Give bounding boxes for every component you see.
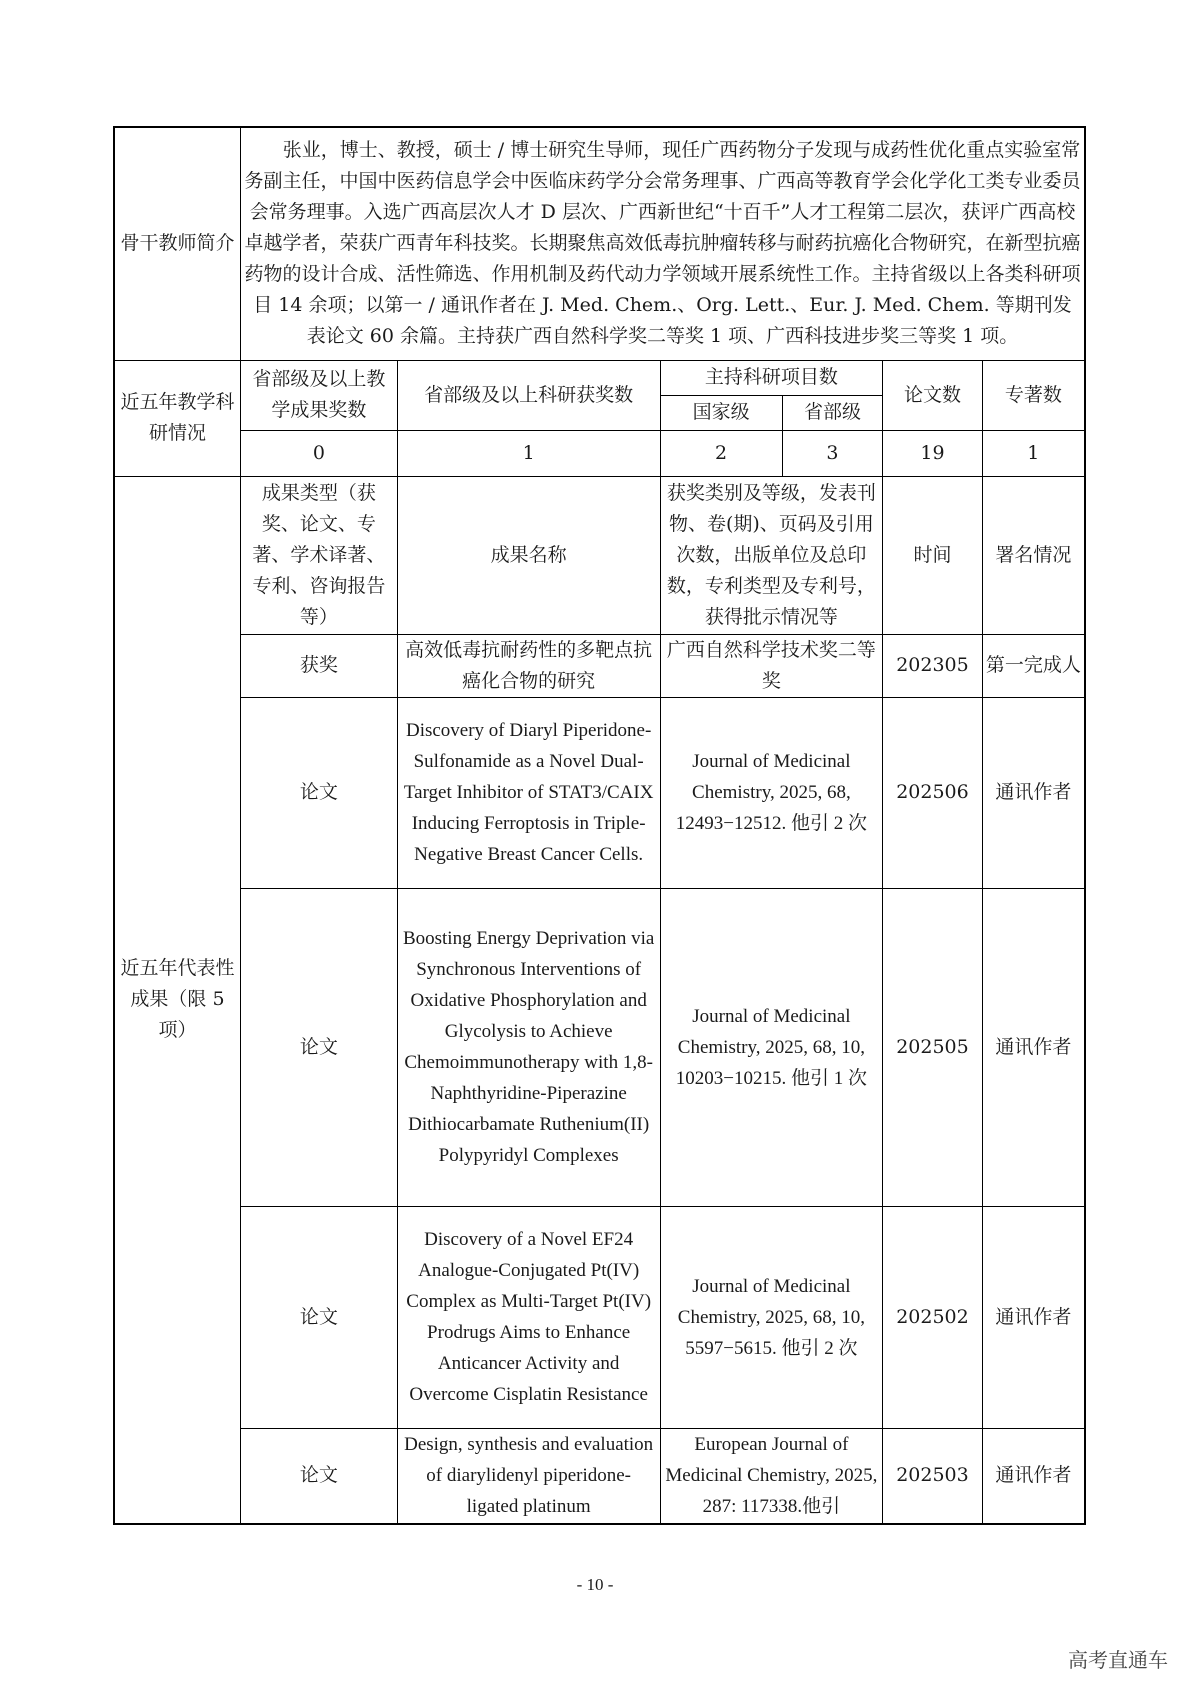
achievement-time: 202503 [883,1428,982,1524]
achievements-label: 近五年代表性成果（限 5 项） [114,476,241,1524]
achievement-time: 202505 [883,888,982,1206]
table-row [114,1428,1085,1524]
stats-col-teaching: 省部级及以上教学成果奖数 [241,360,398,430]
stats-col-books: 专著数 [982,360,1085,430]
stats-val-provincial: 3 [782,430,883,476]
achievement-detail: Journal of Medicinal Chemistry, 2025, 68, 12493−12512. 他引 2 次 [660,697,883,888]
stats-col-research: 省部级及以上科研获奖数 [397,360,660,430]
stats-col-papers: 论文数 [883,360,982,430]
stats-col-projects: 主持科研项目数 [660,360,883,395]
profile-table [113,126,1086,1525]
achievement-sign: 通讯作者 [982,1206,1085,1428]
achievements-header-type: 成果类型（获奖、论文、专著、学术译著、专利、咨询报告等） [241,476,398,634]
achievement-name: Discovery of Diaryl Piperidone-Sulfonamide as a Novel Dual-Target Inhibitor of STAT3/CAIX Inducing Ferroptosis in Triple-Negative Breast Cancer Cells. [397,697,660,888]
achievement-name: Boosting Energy Deprivation via Synchronous Interventions of Oxidative Phosphorylation and Glycolysis to Achieve Chemoimmunotherapy with 1,8-Naphthyridine-Piperazine Dithiocarbamate Ruthenium(II) Polypyridyl Complexes [397,888,660,1206]
achievement-name: Design, synthesis and evaluation of diarylidenyl piperidone-ligated platinum [397,1428,660,1524]
stats-values-row [114,430,1085,476]
bio-label: 骨干教师简介 [114,127,241,360]
achievement-sign: 通讯作者 [982,697,1085,888]
achievement-name: 高效低毒抗耐药性的多靶点抗癌化合物的研究 [397,634,660,697]
stats-val-research: 1 [397,430,660,476]
watermark-text: 高考直通车 [1068,1648,1168,1672]
achievements-header-time: 时间 [883,476,982,634]
table-row [114,697,1085,888]
bio-row [114,127,1085,360]
stats-val-teaching: 0 [241,430,398,476]
stats-val-papers: 19 [883,430,982,476]
stats-val-books: 1 [982,430,1085,476]
achievement-type: 论文 [241,1428,398,1524]
achievement-time: 202502 [883,1206,982,1428]
achievements-header-name: 成果名称 [397,476,660,634]
bio-text: 张业，博士、教授，硕士 / 博士研究生导师，现任广西药物分子发现与成药性优化重点实验室常务副主任，中国中医药信息学会中医临床药学分会常务理事、广西高等教育学会化学化工类专业委员会常务理事。入选广西高层次人才 D 层次、广西新世纪“十百千”人才工程第二层次，获评广西高校卓越学者，荣获广西青年科技奖。长期聚焦高效低毒抗肿瘤转移与耐药抗癌化合物研究，在新型抗癌药物的设计合成、活性筛选、作用机制及药代动力学领域开展系统性工作。主持省级以上各类科研项目 14 余项；以第一 / 通讯作者在 J. Med. Chem.、Org. Lett.、Eur. J. Med. Chem. 等期刊发表论文 60 余篇。主持获广西自然科学奖二等奖 1 项、广西科技进步奖三等奖 1 项。 [241,127,1086,360]
page-number: - 10 - [576,1575,614,1594]
achievements-header-detail: 获奖类别及等级，发表刊物、卷(期)、页码及引用次数，出版单位及总印数，专利类型及专利号，获得批示情况等 [660,476,883,634]
achievements-header-sign: 署名情况 [982,476,1085,634]
achievement-sign: 通讯作者 [982,1428,1085,1524]
achievement-sign: 通讯作者 [982,888,1085,1206]
achievement-time: 202506 [883,697,982,888]
achievement-type: 论文 [241,888,398,1206]
stats-col-national: 国家级 [660,395,782,430]
table-row [114,1206,1085,1428]
achievements-header-row [114,476,1085,634]
stats-col-provincial: 省部级 [782,395,883,430]
achievement-type: 论文 [241,1206,398,1428]
achievement-time: 202305 [883,634,982,697]
achievement-detail: 广西自然科学技术奖二等奖 [660,634,883,697]
achievement-type: 论文 [241,697,398,888]
stats-val-national: 2 [660,430,782,476]
stats-header-row [114,360,1085,395]
achievement-name: Discovery of a Novel EF24 Analogue-Conjugated Pt(IV) Complex as Multi-Target Pt(IV) Prodrugs Aims to Enhance Anticancer Activity and Overcome Cisplatin Resistance [397,1206,660,1428]
achievement-type: 获奖 [241,634,398,697]
achievement-detail: Journal of Medicinal Chemistry, 2025, 68, 10, 10203−10215. 他引 1 次 [660,888,883,1206]
table-row [114,634,1085,697]
achievement-sign: 第一完成人 [982,634,1085,697]
stats-label: 近五年教学科研情况 [114,360,241,476]
achievement-detail: Journal of Medicinal Chemistry, 2025, 68, 10, 5597−5615. 他引 2 次 [660,1206,883,1428]
table-row [114,888,1085,1206]
achievement-detail: European Journal of Medicinal Chemistry, 2025, 287: 117338.他引 [660,1428,883,1524]
